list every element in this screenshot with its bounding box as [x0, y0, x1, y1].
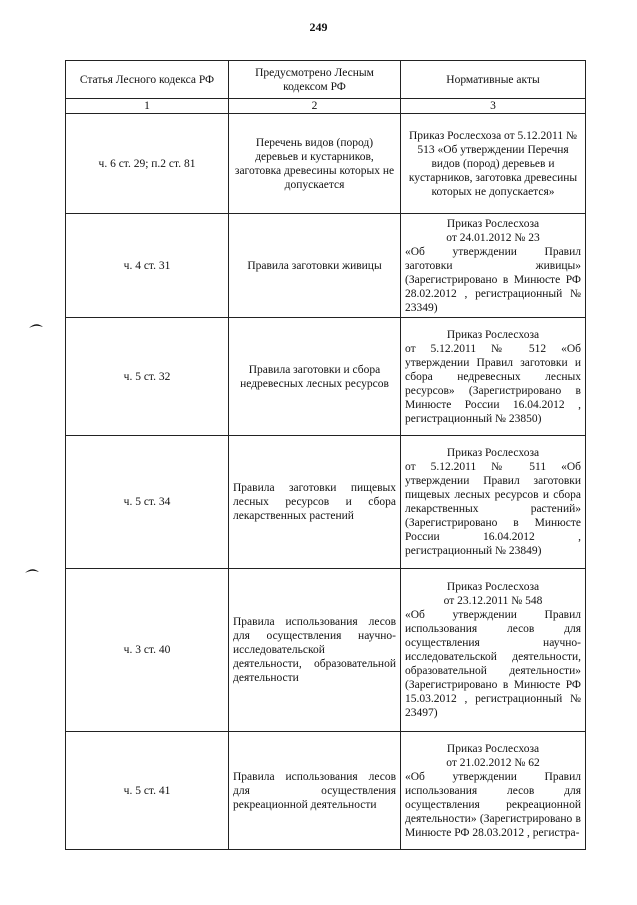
act-text: «Об утверждении Правил заготовки живицы» (Зарегистрировано в Минюсте РФ 28.02.2012 , регистрационный № 23349)	[405, 245, 581, 314]
act-text: Приказ Рослесхоза от 5.12.2011 № 513 «Об утверждении Перечня видов (пород) деревьев и кустарников, заготовка древесины которых не допускается»	[408, 129, 578, 198]
act-text: «Об утверждении Правил использования лесов для осуществления научно-исследовательской деятельности, образовательной деятельности» (Зарегистрировано в Минюсте РФ 15.03.2012 , регистрационный № 23497)	[405, 609, 581, 719]
column-header-article: Статья Лесного кодекса РФ	[66, 61, 229, 99]
column-number: 1	[66, 99, 229, 114]
acts-cell	[401, 569, 586, 732]
provision-cell: Правила заготовки пищевых лесных ресурсов и сбора лекарственных растений	[229, 436, 401, 569]
table-row	[66, 318, 586, 436]
table-row	[66, 214, 586, 318]
act-header-line: Приказ Рослесхоза	[446, 581, 540, 593]
act-header-line: Приказ Рослесхоза	[446, 447, 540, 459]
acts-cell	[401, 214, 586, 318]
scan-mark-icon	[28, 321, 44, 329]
article-cell: ч. 5 ст. 41	[66, 732, 229, 850]
act-header-line: от 24.01.2012 № 23	[446, 231, 540, 244]
provision-cell: Правила использования лесов для осуществления рекреационной деятельности	[229, 732, 401, 850]
column-number: 3	[401, 99, 586, 114]
acts-cell	[401, 436, 586, 569]
table-row	[66, 436, 586, 569]
table-row	[66, 732, 586, 850]
article-cell: ч. 5 ст. 34	[66, 436, 229, 569]
act-text: «Об утверждении Правил использования лесов для осуществления рекреационной деятельности» (Зарегистрировано в Минюсте РФ 28.03.2012 , регистра-	[405, 770, 581, 839]
table-row	[66, 114, 586, 214]
provision-cell: Правила заготовки и сбора недревесных лесных ресурсов	[229, 318, 401, 436]
provision-cell: Правила использования лесов для осуществления научно-исследовательской деятельности, образовательной деятельности	[229, 569, 401, 732]
act-text: от 5.12.2011 № 511 «Об утверждении Правил заготовки пищевых лесных ресурсов и сбора лекарственных растений» (Зарегистрировано в Минюсте России 16.04.2012 , регистрационный № 23849)	[405, 461, 581, 557]
act-header-line: Приказ Рослесхоза	[446, 328, 540, 341]
acts-cell	[401, 318, 586, 436]
page-number: 249	[309, 20, 328, 34]
article-cell: ч. 4 ст. 31	[66, 214, 229, 318]
article-cell: ч. 3 ст. 40	[66, 569, 229, 732]
act-header-line: от 23.12.2011 № 548	[443, 595, 543, 607]
regulations-table	[65, 60, 586, 850]
act-header-line: Приказ Рослесхоза	[446, 742, 540, 755]
scan-mark-icon	[24, 566, 40, 574]
acts-cell	[401, 732, 586, 850]
provision-cell: Правила заготовки живицы	[229, 214, 401, 318]
article-cell: ч. 6 ст. 29; п.2 ст. 81	[66, 114, 229, 214]
article-cell: ч. 5 ст. 32	[66, 318, 229, 436]
table-header-row	[66, 61, 586, 99]
column-header-acts: Нормативные акты	[401, 61, 586, 99]
acts-cell	[401, 114, 586, 214]
table-row	[66, 569, 586, 732]
column-number-row	[66, 99, 586, 114]
column-header-provision: Предусмотрено Лесным кодексом РФ	[229, 61, 401, 99]
act-text: от 5.12.2011 № 512 «Об утверждении Правил заготовки и сбора недревесных лесных ресурсов» (Зарегистрировано в Минюсте России 16.04.2012 , регистрационный № 23850)	[405, 342, 581, 425]
act-header-line: от 21.02.2012 № 62	[446, 756, 540, 769]
provision-cell: Перечень видов (пород) деревьев и кустарников, заготовка древесины которых не допускается	[229, 114, 401, 214]
act-header-line: Приказ Рослесхоза	[446, 217, 540, 230]
column-number: 2	[229, 99, 401, 114]
